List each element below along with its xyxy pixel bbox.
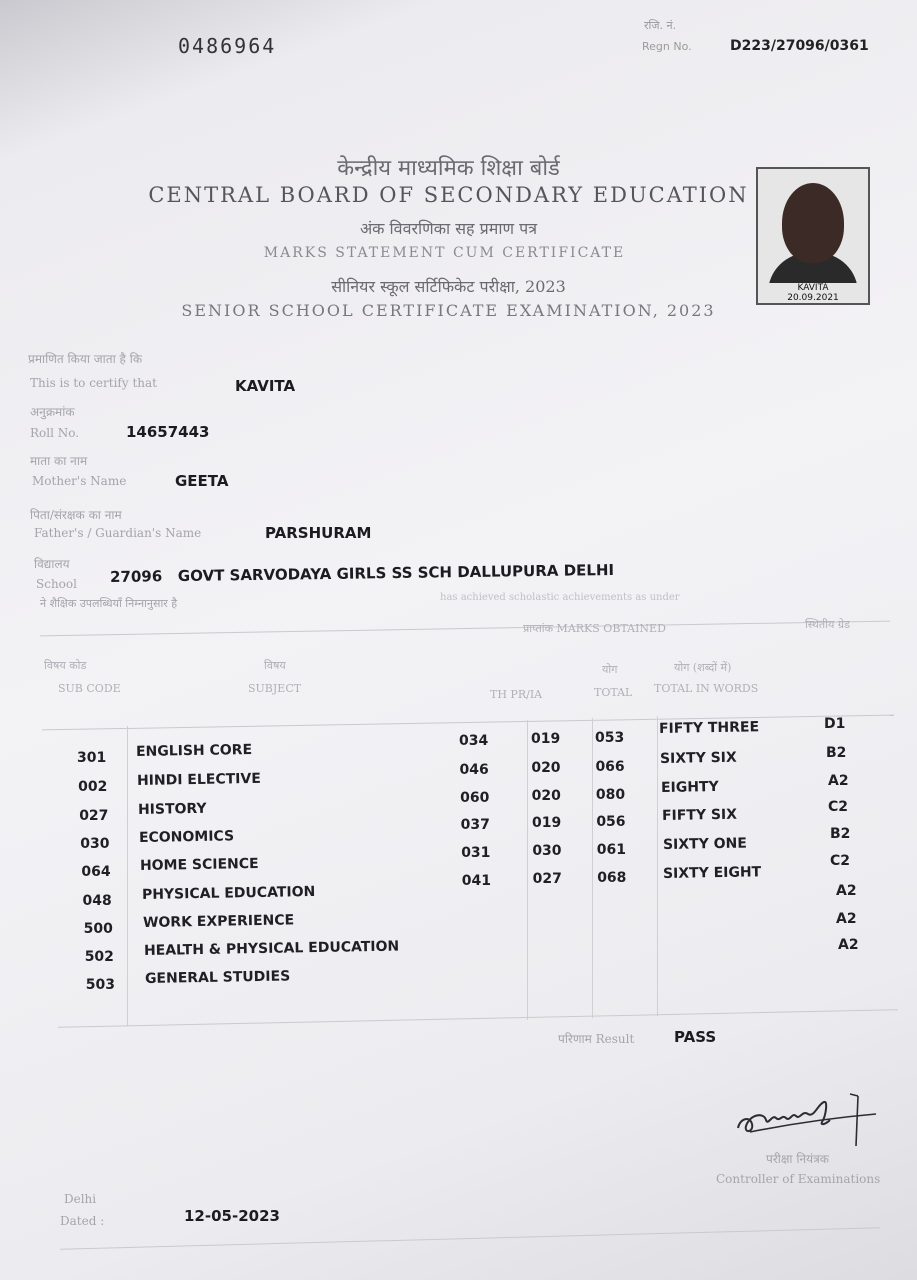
subject-code: 048 bbox=[82, 893, 112, 909]
grade: B2 bbox=[826, 745, 847, 761]
practical-marks: 019 bbox=[531, 731, 561, 747]
result-label-en: Result bbox=[595, 1032, 635, 1046]
candidate-name: KAVITA bbox=[235, 377, 296, 395]
subject-name: HOME SCIENCE bbox=[140, 855, 260, 874]
table-top-rule bbox=[40, 621, 890, 637]
theory-marks: 034 bbox=[459, 733, 489, 749]
school-code: 27096 bbox=[109, 567, 163, 586]
achievement-label: has achieved scholastic achievements as under bbox=[440, 592, 680, 603]
subject-code: 503 bbox=[85, 977, 116, 993]
regn-label: Regn No. bbox=[642, 40, 692, 53]
serial-number: 0486964 bbox=[178, 34, 277, 58]
total-in-words: FIFTY THREE bbox=[658, 719, 760, 737]
regn-label-hindi: रजि. नं. bbox=[644, 19, 677, 32]
school-label-hindi: विद्यालय bbox=[34, 557, 70, 571]
total-marks: 068 bbox=[597, 870, 627, 886]
subject-name: GENERAL STUDIES bbox=[144, 968, 291, 987]
board-name: CENTRAL BOARD OF SECONDARY EDUCATION bbox=[148, 183, 749, 207]
total-marks: 061 bbox=[596, 842, 626, 858]
roll-number: 14657443 bbox=[126, 423, 210, 441]
total-in-words: SIXTY SIX bbox=[659, 749, 737, 767]
grade: B2 bbox=[830, 826, 851, 842]
subject-code: 030 bbox=[80, 836, 110, 852]
practical-marks: 020 bbox=[531, 788, 561, 804]
father-label-hindi: पिता/संरक्षक का नाम bbox=[30, 508, 122, 522]
subject-code: 002 bbox=[78, 779, 108, 795]
school-label: School bbox=[36, 577, 77, 591]
grade: A2 bbox=[838, 937, 859, 953]
practical-marks: 020 bbox=[531, 760, 561, 776]
exam-title: SENIOR SCHOOL CERTIFICATE EXAMINATION, 2023 bbox=[181, 301, 716, 320]
theory-marks: 046 bbox=[459, 762, 489, 778]
controller-signature bbox=[730, 1088, 880, 1148]
theory-marks: 060 bbox=[460, 790, 490, 806]
photo-date: 20.09.2021 bbox=[787, 293, 839, 303]
subject-name: HINDI ELECTIVE bbox=[136, 770, 262, 789]
grade: D1 bbox=[824, 716, 846, 732]
column-divider bbox=[127, 726, 128, 1026]
result-label bbox=[558, 1030, 634, 1047]
sub-code-header: SUB CODE bbox=[58, 682, 121, 695]
mother-label-hindi: माता का नाम bbox=[30, 454, 88, 468]
total-in-words: FIFTY SIX bbox=[661, 806, 737, 824]
subject-code: 301 bbox=[77, 750, 107, 766]
certificate-title-hindi: अंक विवरणिका सह प्रमाण पत्र bbox=[359, 219, 538, 238]
place-label: Delhi bbox=[64, 1192, 97, 1206]
grade: A2 bbox=[828, 773, 849, 789]
subject-code: 027 bbox=[79, 808, 109, 824]
exam-title-hindi: सीनियर स्कूल सर्टिफिकेट परीक्षा, 2023 bbox=[331, 277, 566, 296]
subject-header-hindi: विषय bbox=[264, 659, 286, 672]
photo-caption bbox=[758, 283, 868, 303]
table-bottom-rule bbox=[58, 1009, 898, 1028]
column-divider bbox=[657, 716, 658, 1016]
subject-code: 502 bbox=[84, 949, 114, 965]
table-header-rule bbox=[42, 715, 894, 731]
photo-name: KAVITA bbox=[797, 283, 829, 293]
subject-name: ENGLISH CORE bbox=[135, 741, 253, 760]
father-name: PARSHURAM bbox=[265, 524, 372, 542]
roll-label-hindi: अनुक्रमांक bbox=[30, 405, 75, 419]
grade-header: स्थितीय ग्रेड bbox=[805, 618, 851, 631]
total-marks: 056 bbox=[596, 814, 626, 830]
grade: C2 bbox=[828, 799, 849, 815]
column-divider bbox=[592, 718, 593, 1018]
subject-name: HISTORY bbox=[138, 800, 207, 818]
school-line bbox=[110, 561, 614, 586]
controller-label-hindi: परीक्षा नियंत्रक bbox=[766, 1152, 829, 1166]
subject-header: SUBJECT bbox=[248, 682, 302, 695]
th-pr-header: TH PR/IA bbox=[490, 688, 543, 701]
practical-marks: 027 bbox=[532, 871, 562, 887]
school-name: GOVT SARVODAYA GIRLS SS SCH DALLUPURA DELHI bbox=[177, 560, 615, 586]
mother-name: GEETA bbox=[175, 472, 229, 490]
marks-obtained-header: प्राप्तांक MARKS OBTAINED bbox=[523, 622, 666, 635]
column-divider bbox=[527, 720, 528, 1020]
result-value: PASS bbox=[674, 1028, 717, 1046]
board-name-hindi: केन्द्रीय माध्यमिक शिक्षा बोर्ड bbox=[337, 156, 560, 181]
father-label: Father's / Guardian's Name bbox=[34, 526, 202, 540]
mother-label: Mother's Name bbox=[32, 474, 127, 488]
footer-rule bbox=[60, 1227, 880, 1249]
total-in-words: SIXTY EIGHT bbox=[663, 864, 762, 882]
total-marks: 053 bbox=[595, 730, 625, 746]
subject-name: ECONOMICS bbox=[139, 828, 235, 846]
total-marks: 080 bbox=[595, 787, 626, 803]
theory-marks: 031 bbox=[461, 845, 491, 861]
certify-label-hindi: प्रमाणित किया जाता है कि bbox=[28, 352, 143, 366]
practical-marks: 019 bbox=[531, 815, 562, 831]
subject-name: HEALTH & PHYSICAL EDUCATION bbox=[143, 938, 400, 959]
roll-label: Roll No. bbox=[30, 426, 80, 440]
total-header-hindi: योग bbox=[602, 663, 618, 676]
subject-name: PHYSICAL EDUCATION bbox=[141, 883, 315, 903]
dated-label: Dated : bbox=[60, 1214, 105, 1228]
controller-label: Controller of Examinations bbox=[716, 1172, 881, 1186]
subject-code: 064 bbox=[81, 864, 111, 880]
words-header-hindi: योग (शब्दों में) bbox=[674, 661, 732, 674]
practical-marks: 030 bbox=[532, 843, 562, 859]
certify-label: This is to certify that bbox=[30, 376, 157, 390]
certificate-title: MARKS STATEMENT CUM CERTIFICATE bbox=[263, 245, 626, 261]
subject-code: 500 bbox=[83, 921, 113, 937]
grade: A2 bbox=[836, 911, 857, 927]
photo-face bbox=[782, 183, 844, 263]
theory-marks: 037 bbox=[460, 817, 490, 833]
achievement-hindi: ने शैक्षिक उपलब्धियाँ निम्नानुसार है bbox=[40, 597, 178, 610]
total-marks: 066 bbox=[595, 759, 625, 775]
result-label-hindi: परिणाम bbox=[558, 1032, 592, 1046]
candidate-photo bbox=[756, 167, 870, 305]
words-header: TOTAL IN WORDS bbox=[654, 682, 759, 695]
grade: A2 bbox=[836, 883, 857, 899]
theory-marks: 041 bbox=[461, 873, 491, 889]
issue-date: 12-05-2023 bbox=[184, 1207, 280, 1225]
total-in-words: EIGHTY bbox=[660, 778, 719, 796]
grade: C2 bbox=[830, 853, 851, 869]
sub-code-header-hindi: विषय कोड bbox=[44, 659, 87, 672]
total-header: TOTAL bbox=[594, 686, 633, 699]
regn-number: D223/27096/0361 bbox=[730, 38, 869, 54]
total-in-words: SIXTY ONE bbox=[662, 835, 747, 853]
subject-name: WORK EXPERIENCE bbox=[142, 912, 294, 931]
